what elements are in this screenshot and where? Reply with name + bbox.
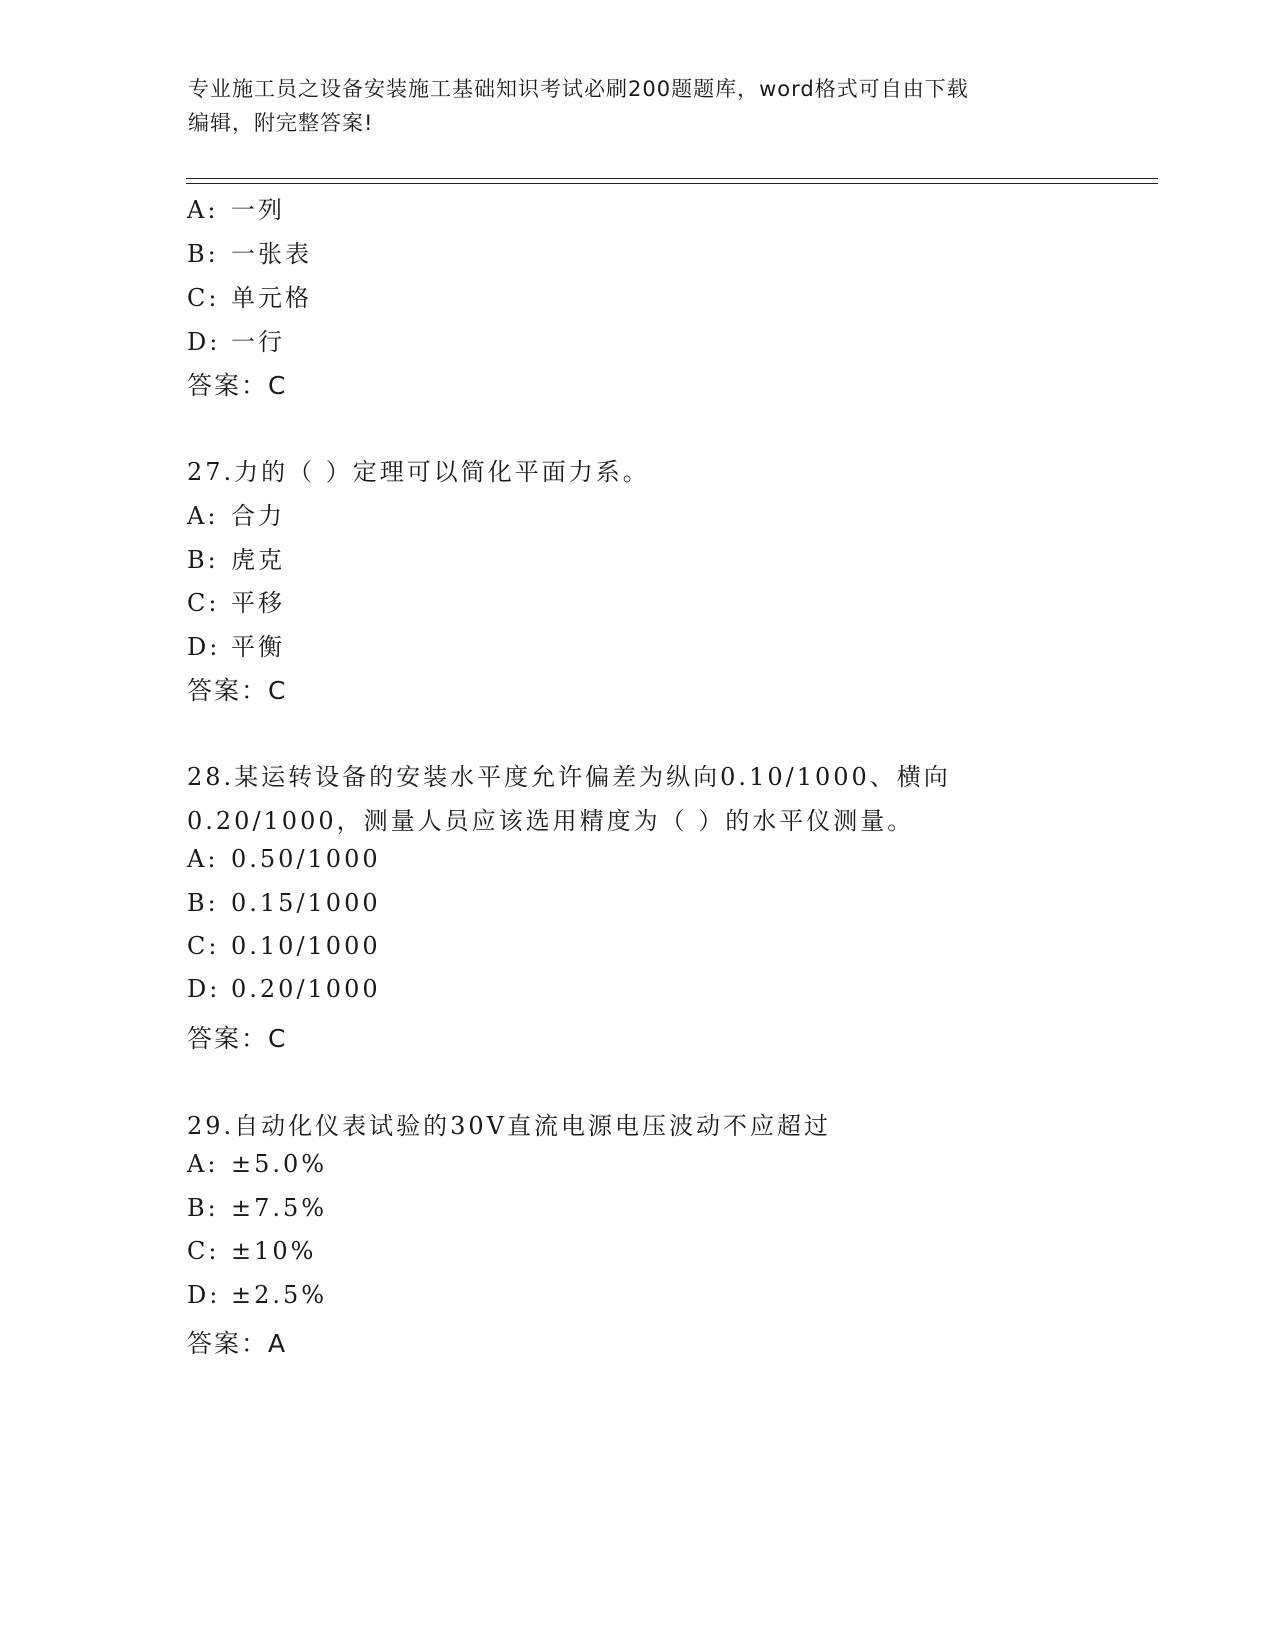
q28-question-line-2: 0.20/1000，测量人员应该选用精度为（ ）的水平仪测量。 [187,807,915,835]
option-label: D: [187,1281,221,1309]
q26-answer: 答案：C [187,371,288,400]
option-label: B: [187,546,219,574]
q28-answer: 答案：C [187,1024,288,1053]
header-title-line-2: 编辑，附完整答案! [188,111,374,135]
option-text: 虎克 [231,546,285,574]
option-label: D: [187,975,221,1003]
q27-option-d [187,627,285,662]
option-label: B: [187,240,219,268]
option-text: 平移 [231,589,285,617]
q29-option-a [187,1150,327,1178]
header-title-line-1: 专业施工员之设备安装施工基础知识考试必刷200题题库，word格式可自由下载 [188,77,969,101]
q27-option-a [187,496,285,531]
option-text: 一列 [231,196,285,224]
header-divider-bottom [186,183,1158,184]
option-text: 单元格 [231,284,312,312]
option-text: 一张表 [231,240,312,268]
option-text: 0.50/1000 [231,845,381,873]
q26-option-d [187,322,285,357]
q28-option-a [187,845,381,873]
q29-option-d [187,1281,327,1309]
option-text: ±5.0% [231,1150,328,1178]
q26-option-a [187,190,285,225]
q26-option-c [187,278,312,313]
option-label: A: [187,502,219,530]
option-label: A: [187,845,219,873]
option-label: C: [187,589,220,617]
q29-question: 29.自动化仪表试验的30V直流电源电压波动不应超过 [187,1112,832,1140]
option-text: 合力 [231,502,285,530]
option-label: A: [187,1150,219,1178]
option-label: B: [187,889,219,917]
option-label: C: [187,284,220,312]
q28-option-b [187,889,381,917]
option-text: 平衡 [231,633,285,661]
option-label: D: [187,328,221,356]
q29-option-c [187,1237,316,1265]
option-label: C: [187,932,220,960]
q28-option-c [187,932,381,960]
q29-option-b [187,1194,327,1222]
option-label: B: [187,1194,219,1222]
option-text: 0.10/1000 [231,932,381,960]
q26-option-b [187,234,312,269]
option-text: 0.15/1000 [231,889,381,917]
q28-question-line-1: 28.某运转设备的安装水平度允许偏差为纵向0.10/1000、横向 [187,763,951,791]
option-text: ±10% [231,1237,317,1265]
q27-question: 27.力的（ ）定理可以简化平面力系。 [187,458,650,486]
option-text: ±2.5% [231,1281,328,1309]
option-text: 0.20/1000 [231,975,381,1003]
option-label: D: [187,633,221,661]
option-label: C: [187,1237,220,1265]
option-text: 一行 [231,328,285,356]
header-divider-top [186,178,1158,179]
q27-answer: 答案：C [187,676,288,705]
q27-option-b [187,540,285,575]
q28-option-d [187,975,381,1003]
q27-option-c [187,583,285,618]
option-label: A: [187,196,219,224]
q29-answer: 答案：A [187,1329,288,1358]
document-header [188,72,1088,140]
option-text: ±7.5% [231,1194,328,1222]
